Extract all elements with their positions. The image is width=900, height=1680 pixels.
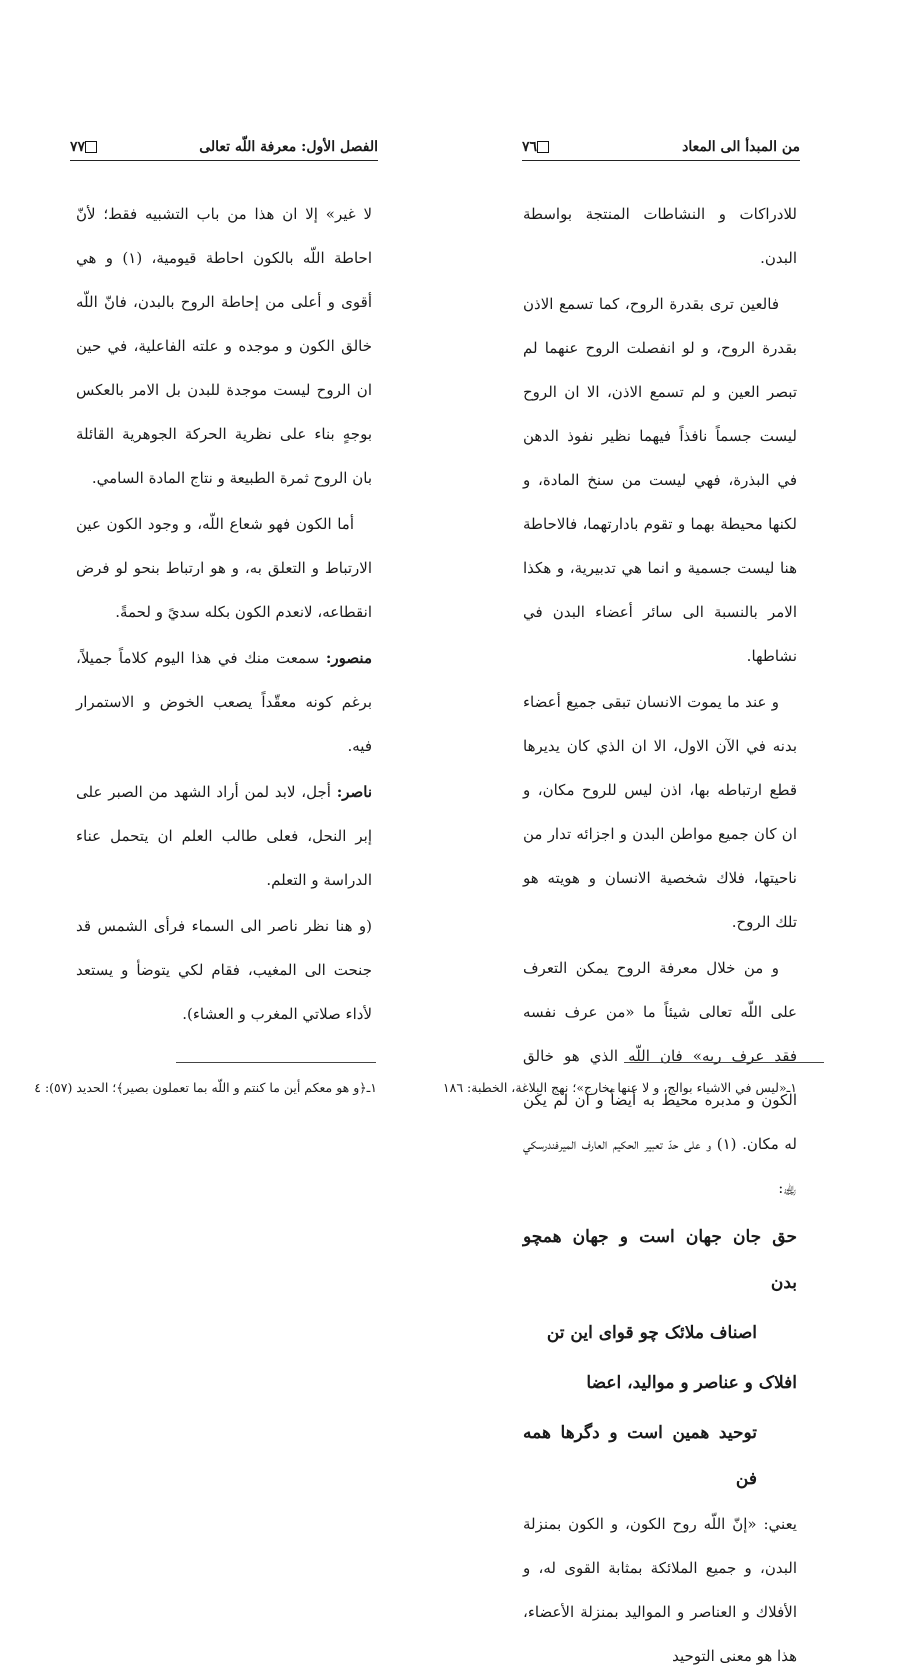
left-page-header: [70, 138, 378, 161]
dialogue-text: سمعت منك في هذا اليوم كلاماً جميلاً، برغم كونه معقّداً يصعب الخوض و الاستمرار فيه.: [76, 649, 372, 755]
poem-line: افلاک و عناصر و موالید، اعضا: [586, 1373, 797, 1393]
left-page-body: [76, 192, 372, 1038]
right-page-header: [522, 138, 800, 161]
footnote-divider: [624, 1062, 824, 1063]
paragraph: و من خلال معرفة الروح يمكن التعرف على اللّه تعالى شيئاً ما «من عرف نفسه فقد عرف ربه» فان اللّه الذي هو خالق الكون و مدبره محيط به أيضاً و ان لم يكن له مكان. (١) و على حدّ تعبير الحكيم العارف الميرفندرسكي ﵀:: [523, 959, 797, 1197]
left-page: [0, 0, 450, 1200]
dialogue-mansour: [76, 636, 372, 768]
poem-line: اصناف ملائک چو قوای این تن: [546, 1323, 757, 1343]
footnote: ١ـ﴿و هو معكم أين ما كنتم و اللّه بما تعملون بصير﴾؛ الحديد (٥٧): ٤: [34, 1080, 377, 1095]
right-page-number-wrap: [522, 139, 552, 155]
paragraph: للادراكات و النشاطات المنتجة بواسطة البدن.: [523, 205, 797, 267]
right-page-number: ٧٦: [522, 139, 538, 155]
poem-line: حق جان جهان است و جهان همچو بدن: [523, 1227, 797, 1293]
left-page-number-wrap: [70, 139, 100, 155]
box-ornament-icon: [537, 141, 549, 153]
footnote-divider: [176, 1062, 376, 1063]
right-page: [442, 0, 900, 1665]
dialogue-text: أجل، لابد لمن أراد الشهد من الصبر على إبر النحل، فعلى طالب العلم ان يتحمل عناء الدراسة و التعلم.: [76, 783, 372, 889]
paragraph: أما الكون فهو شعاع اللّه، و وجود الكون عين الارتباط و التعلق به، و هو ارتباط بنحو لو فرض انقطاعه، لانعدم الكون بكله سديً و لحمةً.: [76, 515, 372, 621]
paragraph: و عند ما يموت الانسان تبقى جميع أعضاء بدنه في الآن الاول، الا ان الذي كان يديرها قطع ارتباطه بها، اذن ليس للروح مكان، و ان كان جميع مواطن البدن و اجزائه تدار من ناحيتها، فلاك شخصية الانسان و هويته هو تلك الروح.: [523, 693, 797, 931]
left-page-number: ٧٧: [70, 139, 86, 155]
paragraph: يعني: «إنّ اللّه روح الكون، و الكون بمنزلة البدن، و جميع الملائكة بمثابة القوى له، و الأفلاك و العناصر و المواليد بمنزلة الأعضاء، هذا هو معنى التوحيد: [523, 1515, 797, 1665]
footnote: ١ـ«ليس في الاشياء بوالج، و لا عنها بخارج»؛ نهج البلاغة، الخطبة: ١٨٦: [442, 1080, 797, 1095]
speaker-name: ناصر:: [336, 783, 372, 801]
closing-paragraph: (و هنا نظر ناصر الى السماء فرأى الشمس قد جنحت الى المغيب، فقام لكي يتوضأ و يستعد لأداء صلاتي المغرب و العشاء).: [76, 917, 372, 1023]
box-ornament-icon: [85, 141, 97, 153]
right-header-title: من المبدأ الى المعاد: [682, 139, 800, 155]
paragraph: فالعين ترى بقدرة الروح، كما تسمع الاذن بقدرة الروح، و لو انفصلت الروح عنهما لم تبصر العين و لم تسمع الاذن، الا ان الروح ليست جسماً نافذاً فيهما نظير نفوذ الدهن في البذرة، فهي ليست من سنخ المادة، و لكنها محيطة بهما و تقوم بادارتهما، فالاحاطة هنا ليست جسمية و انما هي تدبيرية، و هكذا الامر بالنسبة الى سائر أعضاء البدن في نشاطها.: [523, 295, 797, 665]
dialogue-nasser: [76, 770, 372, 902]
speaker-name: منصور:: [325, 649, 372, 667]
paragraph: لا غير» إلا ان هذا من باب التشبيه فقط؛ لأنّ احاطة اللّه بالكون احاطة قيومية، (١) و هي أقوى و أعلى من إحاطة الروح بالبدن، فانّ اللّه خالق الكون و موجده و علته الفاعلية، في حين ان الروح ليست موجدة للبدن بل الامر بالعكس بوجهٍ بناء على نظرية الحركة الجوهرية القائلة بان الروح ثمرة الطبيعة و نتاج المادة السامي.: [76, 205, 372, 487]
right-page-body: [523, 192, 797, 1680]
poem-line: توحید همین است و دگرها همه فن: [523, 1423, 757, 1489]
left-header-title: الفصل الأول: معرفة اللّه تعالى: [199, 139, 378, 155]
